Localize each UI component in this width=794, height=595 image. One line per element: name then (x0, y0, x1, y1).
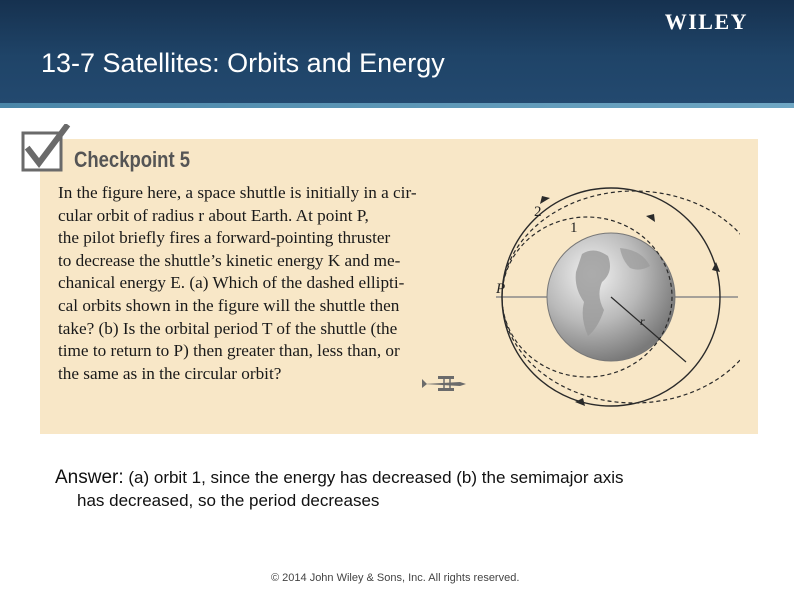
question-line: time to return to P) then greater than, less than, or (58, 341, 400, 361)
answer-line-1: (a) orbit 1, since the energy has decreased (b) the semimajor axis (123, 468, 624, 487)
answer-label: Answer: (55, 467, 124, 488)
wiley-logo: WILEY (664, 9, 748, 34)
orbit-diagram (490, 186, 740, 426)
checkpoint-question (58, 182, 518, 385)
question-line: to decrease the shuttle’s kinetic energy K and me- (58, 250, 401, 270)
question-line: cular orbit of radius r about Earth. At point P, (58, 205, 369, 225)
question-line: the same as in the circular orbit? (58, 363, 282, 383)
orbit-2-label: 2 (534, 204, 542, 220)
title-bar-accent (0, 103, 794, 108)
slide-title: 13-7 Satellites: Orbits and Energy (41, 48, 445, 78)
question-line: the pilot briefly fires a forward-pointing thruster (58, 228, 391, 248)
copyright-footer: © 2014 John Wiley & Sons, Inc. All rights reserved. (271, 572, 520, 584)
radius-label: r (640, 314, 645, 328)
question-line: In the figure here, a space shuttle is initially in a cir- (58, 183, 417, 202)
question-line: chanical energy E. (a) Which of the dashed ellipti- (58, 273, 405, 293)
point-p-label: P (496, 281, 506, 297)
checkbox-check-icon (20, 124, 72, 174)
answer-line-2: has decreased, so the period decreases (77, 491, 380, 510)
airplane-icon (420, 372, 470, 394)
checkpoint-title: Checkpoint 5 (74, 147, 191, 172)
answer-text (55, 466, 755, 512)
question-line: take? (b) Is the orbital period T of the shuttle (the (58, 318, 398, 338)
orbit-1-label: 1 (570, 220, 578, 236)
question-line: cal orbits shown in the figure will the shuttle then (58, 295, 400, 315)
